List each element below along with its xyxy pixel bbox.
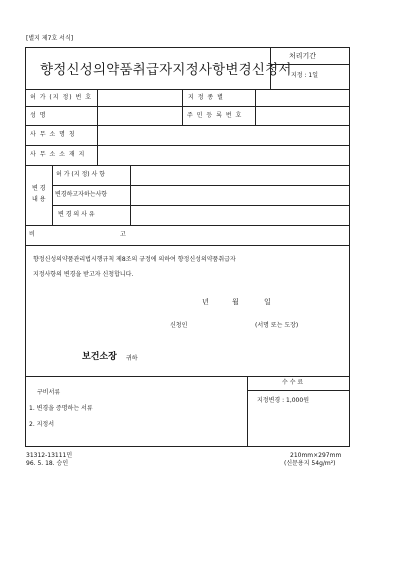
- designation-type-label: 지 정 종 별: [188, 94, 224, 101]
- application-statement-line2: 지정사항의 변경을 받고자 신청합니다.: [33, 271, 134, 278]
- recipient-suffix: 귀하: [126, 355, 138, 362]
- office-name-field[interactable]: [98, 126, 349, 144]
- name-field[interactable]: [98, 107, 181, 124]
- date-day-label: 일: [264, 298, 271, 306]
- name-label: 성 명: [30, 112, 47, 119]
- processing-period-label: 처리기간: [289, 52, 317, 60]
- remarks-label-right: 고: [120, 231, 126, 238]
- application-statement-line1: 향정신성의약품관리법시행규칙 제8조의 규정에 의하여 향정신성의약품취급자: [33, 256, 236, 263]
- change-row-label: 변 경 의 사 유: [58, 211, 95, 218]
- change-section-label-1: 변 경: [32, 185, 46, 192]
- remarks-field[interactable]: [131, 226, 349, 244]
- change-row-label: 변경하고자하는사항: [55, 191, 108, 198]
- paper-spec: (신문용지 54g/m²): [284, 460, 336, 467]
- date-year-label: 년: [202, 298, 209, 306]
- resident-number-field[interactable]: [256, 107, 349, 124]
- change-section-label-2: 내 용: [32, 196, 46, 203]
- fee-value: 지정변경 : 1,000원: [257, 397, 309, 404]
- office-address-field[interactable]: [98, 146, 349, 164]
- date-month-label: 월: [232, 298, 239, 306]
- required-documents-title: 구비서류: [37, 389, 61, 396]
- change-row-label: 허 가 (지 정) 사 항: [56, 171, 105, 178]
- requested-change-field[interactable]: [131, 186, 349, 204]
- required-document-item: 1. 변경을 증명하는 서류: [29, 405, 93, 412]
- signature-label: (서명 또는 도장): [255, 322, 299, 329]
- remarks-label-left: 비: [29, 231, 35, 238]
- change-reason-field[interactable]: [131, 206, 349, 224]
- office-address-label: 사 무 소 소 재 지: [30, 151, 86, 158]
- current-license-field[interactable]: [131, 166, 349, 184]
- fee-label: 수 수 료: [282, 379, 304, 386]
- license-number-label: 허 가 (지 정) 번 호: [30, 94, 92, 101]
- form-code: 31312-13111민: [26, 452, 73, 459]
- resident-number-label: 주 민 등 록 번 호: [187, 112, 243, 119]
- recipient-name: 보건소장: [82, 352, 117, 362]
- designation-type-field[interactable]: [256, 90, 349, 105]
- required-document-item: 2. 지정서: [29, 421, 55, 428]
- approval-date: 96. 5. 18. 승인: [26, 460, 69, 467]
- applicant-label: 신청인: [170, 322, 188, 329]
- form-title: 향정신성의약품취급자지정사항변경신청서: [40, 62, 292, 78]
- paper-size: 210mm×297mm: [290, 452, 342, 459]
- license-number-field[interactable]: [98, 90, 181, 105]
- processing-period-value: 지정 : 1일: [291, 72, 319, 79]
- office-name-label: 사 무 소 명 칭: [30, 131, 76, 138]
- form-number: [별지 제7호 서식]: [26, 35, 74, 42]
